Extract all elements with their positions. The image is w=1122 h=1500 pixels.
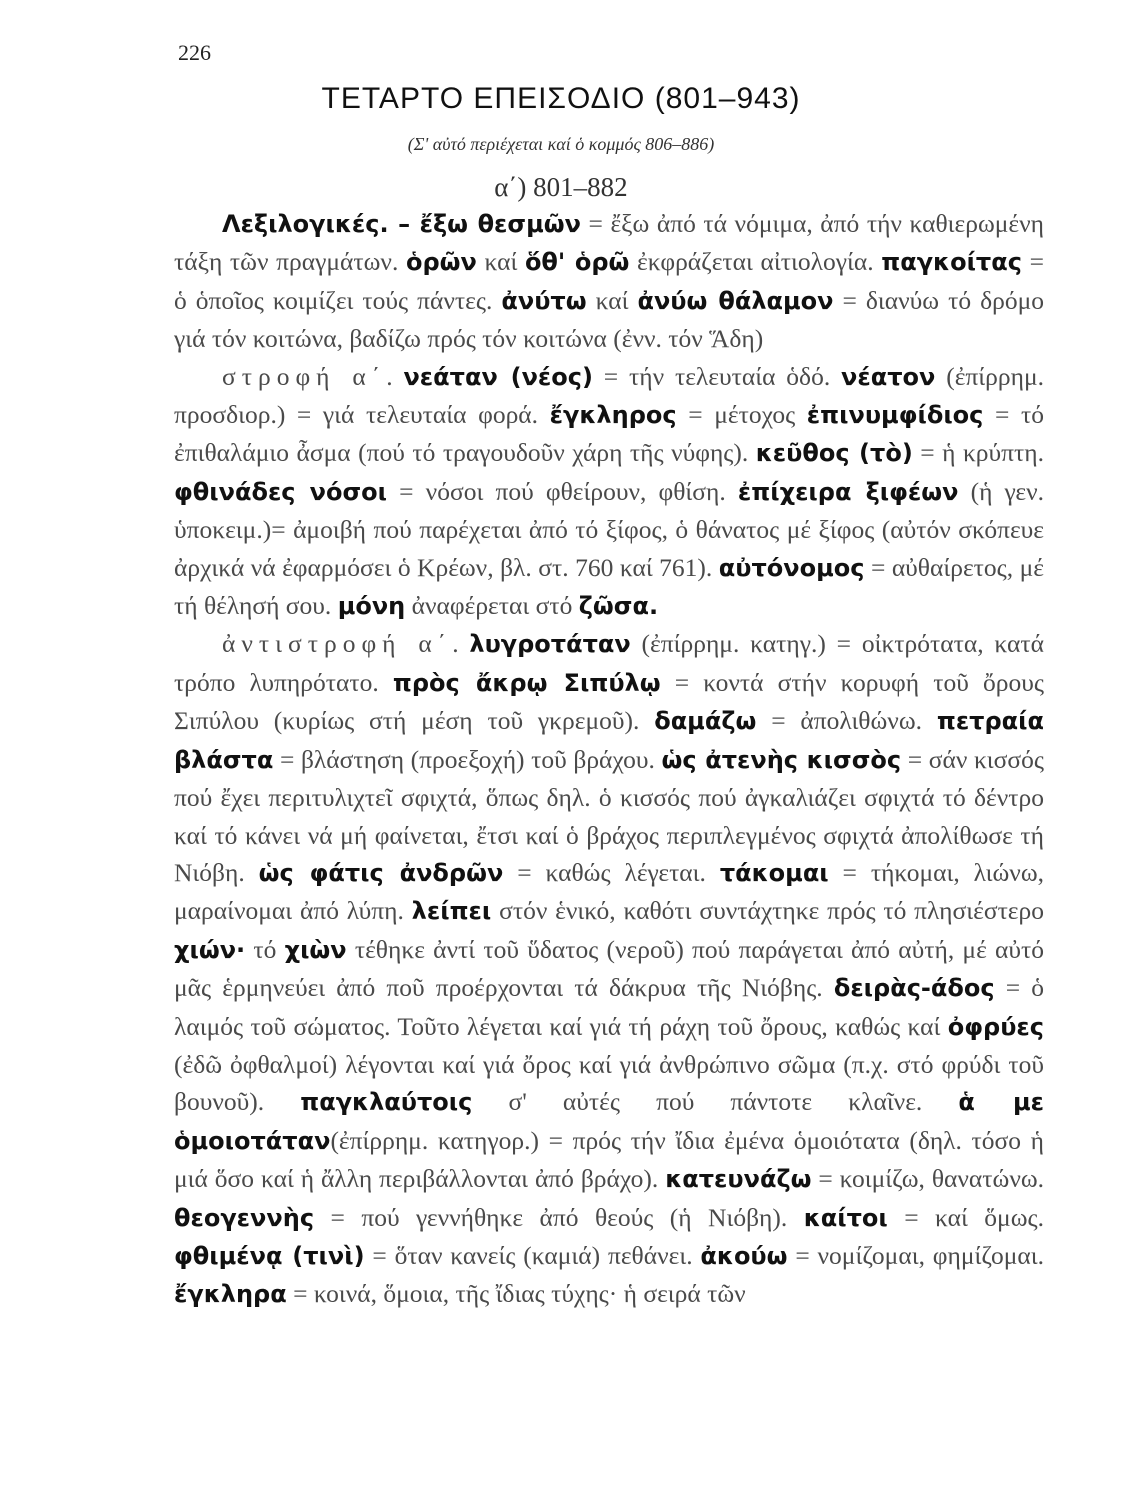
- gloss: = αὐθαίρετος, μέ τή θέλησή σου.: [174, 552, 1045, 621]
- gloss: = νομίζομαι, φημίζομαι.: [787, 1240, 1044, 1270]
- term: ἔγκληρος: [549, 401, 677, 430]
- term: ἔγκληρα: [174, 1280, 287, 1309]
- term: χιών·: [174, 935, 246, 964]
- gloss: = ἡ κρύπτη.: [912, 438, 1044, 468]
- gloss: = καθώς λέγεται.: [503, 857, 720, 887]
- chapter-title: ΤΕΤΑΡΤΟ ΕΠΕΙΣΟΔΙΟ (801–943): [321, 82, 801, 115]
- gloss: (ἐπίρρημ. κατηγ.) = οἰκτρότατα, κατά τρόπο λυπηρότατο.: [174, 629, 1045, 697]
- gloss: τέθηκε ἀντί τοῦ ὕδατος (νεροῦ) πού παράγεται ἀπό αὐτή, μέ αὐτό μᾶς ἑρμηνεύει ἀπό ποῦ προέρχονται τά δάκρυα τῆς Νιόβης.: [174, 934, 1044, 1003]
- gloss: (ἐπίρρημ. κατηγορ.) = πρός τήν ἴδια ἐμένα ὁμοιότατα (δηλ. τόσο ἡ μιά ὅσο καί ἡ ἄλλη περιβάλλονται ἀπό βράχο).: [174, 1125, 1044, 1194]
- term: ὁρῶν: [405, 248, 477, 277]
- term: πρὸς ἄκρῳ Σιπύλῳ: [392, 668, 661, 697]
- term: αὐτόνομος: [718, 553, 865, 582]
- term: ἀνύω θάλαμον: [637, 286, 834, 315]
- term: φθιμένᾳ (τινὶ): [174, 1241, 365, 1270]
- term: πετραία βλάστα: [174, 707, 1044, 774]
- term: ἀκούω: [700, 1241, 788, 1270]
- gloss: = ἀπολιθώνω.: [756, 706, 937, 736]
- gloss: = νόσοι πού φθείρουν, φθίση.: [387, 476, 738, 506]
- section-heading: α΄) 801–882: [494, 172, 628, 202]
- gloss: .: [452, 629, 470, 659]
- vocabulary-paragraph-antistrophe: [174, 625, 1044, 1313]
- gloss: (ἐδῶ ὀφθαλμοί) λέγονται καί γιά ὄρος καί γιά ἀνθρώπινο σῶμα (π.χ. στό φρύδι τοῦ βουνοῦ).: [174, 1049, 1044, 1117]
- vocabulary-paragraph-strophe: [174, 358, 1044, 626]
- gloss: = τήν τελευταία ὁδό.: [592, 361, 842, 391]
- gloss: = ὁ λαιμός τοῦ σώματος. Τοῦτο λέγεται καί γιά τή ράχη τοῦ ὄρους, καθώς καί: [174, 973, 1044, 1041]
- gloss: = κοινά, ὅμοια, τῆς ἴδιας τύχης· ἡ σειρά τῶν: [286, 1279, 746, 1309]
- gloss: = ἔξω ἀπό τά νόμιμα, ἀπό τήν καθιερωμένη τάξη τῶν πραγμάτων.: [174, 209, 1045, 277]
- term: ὀφρύες: [947, 1012, 1044, 1041]
- gloss: = διανύω τό δρόμο γιά τόν κοιτώνα, βαδίζω πρός τόν κοιτώνα (ἐνν. τόν Ἅδη): [174, 285, 1045, 354]
- term: ὡς φάτις ἀνδρῶν: [258, 858, 504, 887]
- term: κατευνάζω: [665, 1165, 812, 1194]
- term: ζῶσα.: [578, 592, 659, 621]
- gloss: = πού γεννήθηκε ἀπό θεούς (ἡ Νιόβη).: [314, 1202, 804, 1232]
- term: ἐπινυμφίδιος: [806, 401, 984, 430]
- gloss: = τό ἐπιθαλάμιο ἆσμα (πού τό τραγουδοῦν χάρη τῆς νύφης).: [174, 400, 1044, 468]
- page-number: 226: [178, 40, 211, 65]
- body-text: [174, 205, 1044, 1314]
- term: ἀνύτω: [501, 286, 587, 315]
- gloss: ἐκφράζεται αἰτιολογία.: [629, 247, 882, 277]
- term: Λεξιλογικές. – ἔξω θεσμῶν: [222, 210, 581, 238]
- term: καίτοι: [803, 1203, 888, 1232]
- gloss: (ἐπίρρημ. προσδιορ.) = γιά τελευταία φορά.: [174, 361, 1044, 430]
- term: δειρὰς-άδος: [833, 974, 995, 1003]
- term: χιὼν: [284, 935, 347, 964]
- term: μόνη: [337, 592, 406, 621]
- gloss: = βλάστηση (προεξοχή) τοῦ βράχου.: [273, 744, 662, 774]
- vocabulary-paragraph-1: [174, 205, 1044, 358]
- term: κεῦθος (τὸ): [755, 439, 913, 468]
- term: λυγροτάταν: [469, 630, 631, 659]
- gloss: = καί ὅμως.: [887, 1202, 1044, 1232]
- gloss: καί: [476, 247, 525, 277]
- antistrophe-label: ἀντιστροφή α΄: [222, 629, 453, 659]
- term: λείπει: [411, 897, 492, 926]
- term: ἁ με ὁμοιοτάταν: [174, 1088, 1044, 1155]
- gloss: σ' αὐτές πού πάντοτε κλαῖνε.: [472, 1087, 959, 1117]
- gloss: (ἡ γεν. ὑποκειμ.)= ἀμοιβή πού παρέχεται ἀπό τό ξίφος, ὁ θάνατος μέ ξίφος (αὐτόν σκόπευε ἀρχικά νά ἐφαρμόσει ὁ Κρέων, βλ. στ. 760 καί 761).: [174, 476, 1044, 582]
- gloss: = ὁ ὁποῖος κοιμίζει τούς πάντες.: [174, 247, 1044, 315]
- term: θεογεννὴς: [174, 1203, 315, 1232]
- term: δαμάζω: [654, 707, 757, 736]
- gloss: = σάν κισσός πού ἔχει περιτυλιχτεῖ σφιχτά, ὅπως δηλ. ὁ κισσός πού ἀγκαλιάζει σφιχτά τό δέντρο καί τό κάνει νά μή φαίνεται, ἔτσι καί ὁ βράχος περιπλεγμένος σφιχτά ἀπολίθωσε τή Νιόβη.: [174, 744, 1045, 887]
- gloss: = ὅταν κανείς (καμιά) πεθάνει.: [364, 1240, 701, 1270]
- term: ἐπίχειρα ξιφέων: [737, 477, 959, 506]
- gloss: = μέτοχος: [676, 400, 807, 430]
- gloss: = κοιμίζω, θανατώνω.: [811, 1164, 1045, 1194]
- gloss: .: [386, 361, 404, 391]
- term: νεάταν (νέος): [403, 362, 593, 391]
- gloss: ἀναφέρεται στό: [405, 591, 579, 621]
- term: τάκομαι: [719, 858, 829, 887]
- gloss: τό: [245, 934, 285, 964]
- term: φθινάδες νόσοι: [174, 477, 388, 506]
- chapter-note: (Σ' αὐτό περιέχεται καί ὁ κομμός 806–886): [407, 134, 715, 154]
- gloss: = τήκομαι, λιώνω, μαραίνομαι ἀπό λύπη.: [174, 857, 1044, 926]
- gloss: στόν ἑνικό, καθότι συντάχτηκε πρός τό πλησιέστερο: [491, 896, 1044, 926]
- term: νέατον: [841, 362, 936, 391]
- gloss: = κοντά στήν κορυφή τοῦ ὄρους Σιπύλου (κυρίως στή μέση τοῦ γκρεμοῦ).: [174, 667, 1045, 736]
- gloss: καί: [586, 285, 638, 315]
- term: παγκλαύτοις: [300, 1088, 473, 1117]
- term: ὅθ' ὁρῶ: [524, 248, 630, 277]
- term: παγκοίτας: [881, 248, 1022, 277]
- term: ὡς ἀτενὴς κισσὸς: [661, 745, 902, 774]
- strophe-label: στροφή α΄: [222, 361, 387, 391]
